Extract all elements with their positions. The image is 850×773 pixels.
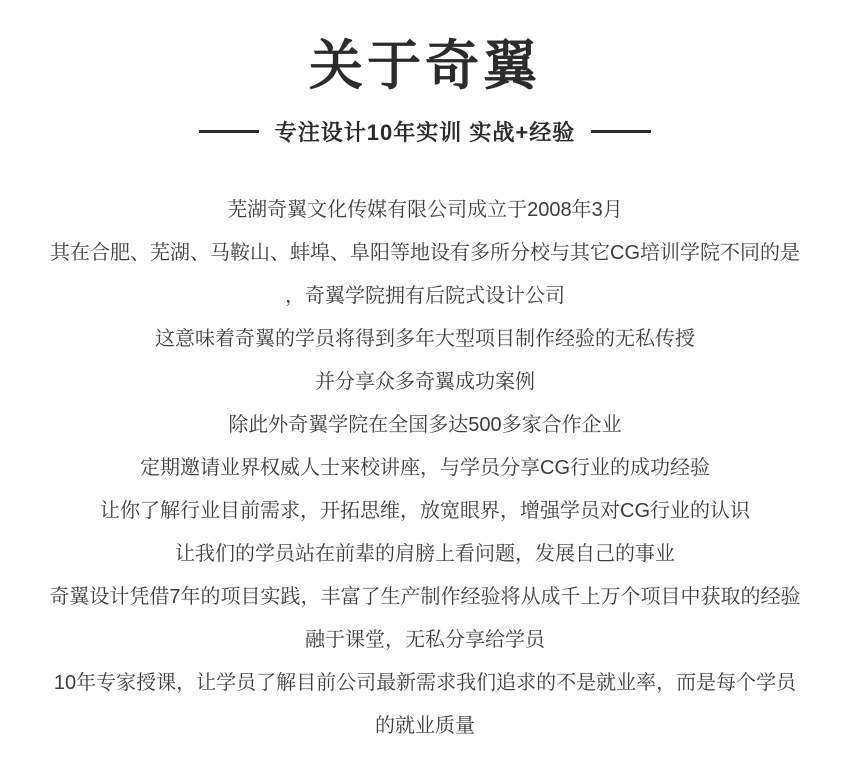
paragraph-line: 的就业质量 — [375, 715, 475, 737]
left-dash-line — [199, 130, 259, 133]
about-paragraphs — [0, 189, 850, 748]
subtitle-text: 专注设计10年实训 实战+经验 — [274, 120, 576, 145]
paragraph-line: 让我们的学员站在前辈的肩膀上看问题，发展自己的事业 — [175, 543, 675, 565]
right-dash-line — [591, 130, 651, 133]
paragraph-line: ，奇翼学院拥有后院式设计公司 — [285, 285, 565, 307]
paragraph-line: 除此外奇翼学院在全国多达500多家合作企业 — [228, 414, 622, 436]
paragraph-line: 其在合肥、芜湖、马鞍山、蚌埠、阜阳等地设有多所分校与其它CG培训学院不同的是 — [50, 242, 800, 264]
page-title: 关于奇翼 — [309, 36, 541, 96]
paragraph-line: 定期邀请业界权威人士来校讲座，与学员分享CG行业的成功经验 — [140, 457, 710, 479]
paragraph-line: 芜湖奇翼文化传媒有限公司成立于2008年3月 — [227, 199, 623, 221]
paragraph-line: 并分享众多奇翼成功案例 — [315, 371, 535, 393]
paragraph-line: 奇翼设计凭借7年的项目实践，丰富了生产制作经验将从成千上万个项目中获取的经验 — [49, 586, 801, 608]
paragraph-line: 10年专家授课，让学员了解目前公司最新需求我们追求的不是就业率，而是每个学员 — [53, 672, 797, 694]
paragraph-line: 让你了解行业目前需求，开拓思维，放宽眼界，增强学员对CG行业的认识 — [100, 500, 750, 522]
subtitle — [0, 116, 850, 147]
paragraph-line: 这意味着奇翼的学员将得到多年大型项目制作经验的无私传授 — [155, 328, 695, 350]
paragraph-line: 融于课堂，无私分享给学员 — [305, 629, 545, 651]
